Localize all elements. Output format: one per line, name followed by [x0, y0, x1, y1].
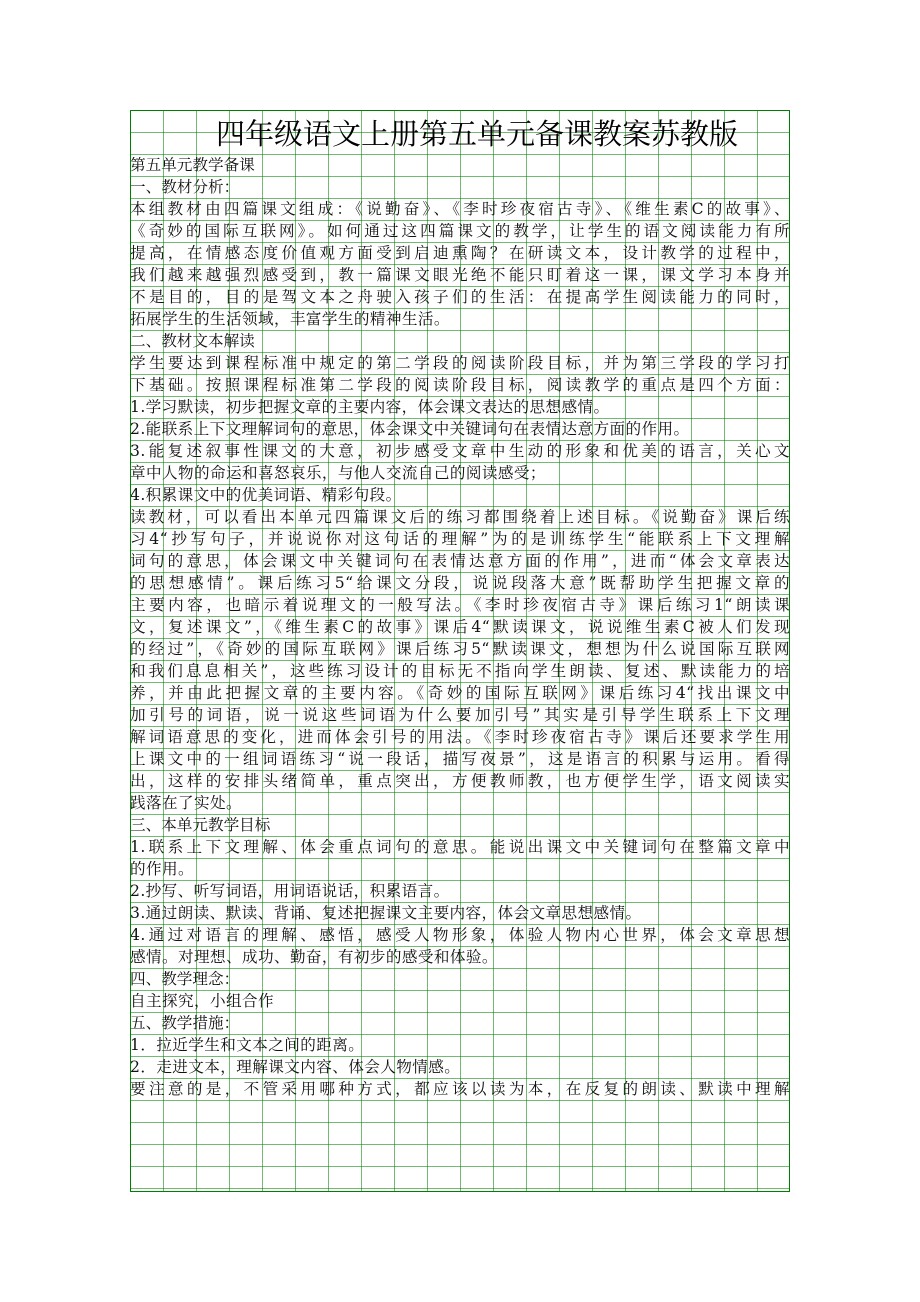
document-content [130, 110, 790, 1100]
body-text-line: 《奇妙的国际互联网》。如何通过这四篇课文的教学，让学生的语文阅读能力有所 [130, 222, 790, 240]
body-text-line: 拓展学生的生活领域，丰富学生的精神生活。 [130, 310, 450, 328]
section-heading: 二、教材文本解读 [130, 332, 255, 350]
body-text-line: 提高，在情感态度价值观方面受到启迪熏陶？在研读文本，设计教学的过程中， [130, 244, 790, 262]
body-text-line: 2.能联系上下文理解词句的意思，体会课文中关键词句在表情达意方面的作用。 [130, 420, 690, 438]
body-text-line: 出，这样的安排头绪简单，重点突出，方便教师教，也方便学生学，语文阅读实 [130, 772, 790, 790]
document-page [130, 110, 790, 1192]
body-text-line: 读教材，可以看出本单元四篇课文后的练习都围绕着上述目标。《说勤奋》课后练 [130, 508, 790, 526]
body-text-line: 不是目的，目的是驾文本之舟驶入孩子们的生活：在提高学生阅读能力的同时， [130, 288, 790, 306]
body-text-line: 3.能复述叙事性课文的大意，初步感受文章中生动的形象和优美的语言，关心文 [130, 442, 790, 460]
section-heading: 四、教学理念： [130, 970, 240, 988]
body-text-line: 和我们息息相关”，这些练习设计的目标无不指向学生朗读、复述、默读能力的培 [130, 662, 790, 680]
body-text-line: 加引号的词语，说一说这些词语为什么要加引号”其实是引导学生联系上下文理 [130, 706, 790, 724]
body-text-line: 4.通过对语言的理解、感悟，感受人物形象，体验人物内心世界，体会文章思想 [130, 926, 790, 944]
section-heading: 五、教学措施： [130, 1014, 240, 1032]
body-text-line: 主要内容，也暗示着说理文的一般写法。《李时珍夜宿古寺》课后练习1“朗读课 [130, 596, 790, 614]
body-text-line: 我们越来越强烈感受到，教一篇课文眼光绝不能只盯着这一课，课文学习本身并 [130, 266, 790, 284]
body-text-line: 本组教材由四篇课文组成：《说勤奋》、《李时珍夜宿古寺》、《维生素C的故事》、 [130, 200, 790, 218]
section-heading: 第五单元教学备课 [130, 156, 255, 174]
section-heading: 三、本单元教学目标 [130, 816, 271, 834]
body-text-line: 的经过”，《奇妙的国际互联网》课后练习5“默读课文，想想为什么说国际互联网 [130, 640, 790, 658]
body-text-line: 1．拉近学生和文本之间的距离。 [130, 1036, 365, 1054]
body-text-line: 感情。对理想、成功、勤奋，有初步的感受和体验。 [130, 948, 498, 966]
body-text-line: 章中人物的命运和喜怒哀乐，与他人交流自己的阅读感受； [130, 464, 546, 482]
section-heading: 一、教材分析： [130, 178, 240, 196]
body-text-line: 2.抄写、听写词语，用词语说话，积累语言。 [130, 882, 450, 900]
body-text-line: 文，复述课文”，《维生素C的故事》课后4“默读课文，说说维生素C被人们发现 [130, 618, 790, 636]
body-text-line: 自主探究，小组合作 [130, 992, 274, 1010]
body-text-line: 下基础。按照课程标准第二学段的阅读阶段目标，阅读教学的重点是四个方面： [130, 376, 790, 394]
body-text-line: 践落在了实处。 [130, 794, 242, 812]
body-text-line: 解词语意思的变化，进而体会引号的用法。《李时珍夜宿古寺》课后还要求学生用 [130, 728, 790, 746]
body-text-line: 2．走进文本，理解课文内容、体会人物情感。 [130, 1058, 461, 1076]
body-text-line: 3.通过朗读、默读、背诵、复述把握课文主要内容，体会文章思想感情。 [130, 904, 642, 922]
document-body [130, 154, 790, 1100]
body-text-line: 学生要达到课程标准中规定的第二学段的阅读阶段目标，并为第三学段的学习打 [130, 354, 790, 372]
body-text-line: 养，并由此把握文章的主要内容。《奇妙的国际互联网》课后练习4“找出课文中 [130, 684, 790, 702]
body-text-line: 的作用。 [130, 860, 194, 878]
body-text-line: 习4“抄写句子，并说说你对这句话的理解”为的是训练学生“能联系上下文理解 [130, 530, 790, 548]
body-text-line: 词句的意思，体会课文中关键词句在表情达意方面的作用”，进而“体会文章表达 [130, 552, 790, 570]
body-text-line: 的思想感情”。课后练习5“给课文分段，说说段落大意”既帮助学生把握文章的 [130, 574, 790, 592]
body-text-line: 上课文中的一组词语练习“说一段话，描写夜景”，这是语言的积累与运用。看得 [130, 750, 790, 768]
body-text-line: 1.联系上下文理解、体会重点词句的意思。能说出课文中关键词句在整篇文章中 [130, 838, 790, 856]
body-text-line: 4.积累课文中的优美词语、精彩句段。 [130, 486, 402, 504]
body-text-line: 1.学习默读，初步把握文章的主要内容，体会课文表达的思想感情。 [130, 398, 610, 416]
body-text-line: 要注意的是，不管采用哪种方式，都应该以读为本，在反复的朗读、默读中理解 [130, 1080, 790, 1098]
document-title: 四年级语文上册第五单元备课教案苏教版 [216, 117, 739, 151]
